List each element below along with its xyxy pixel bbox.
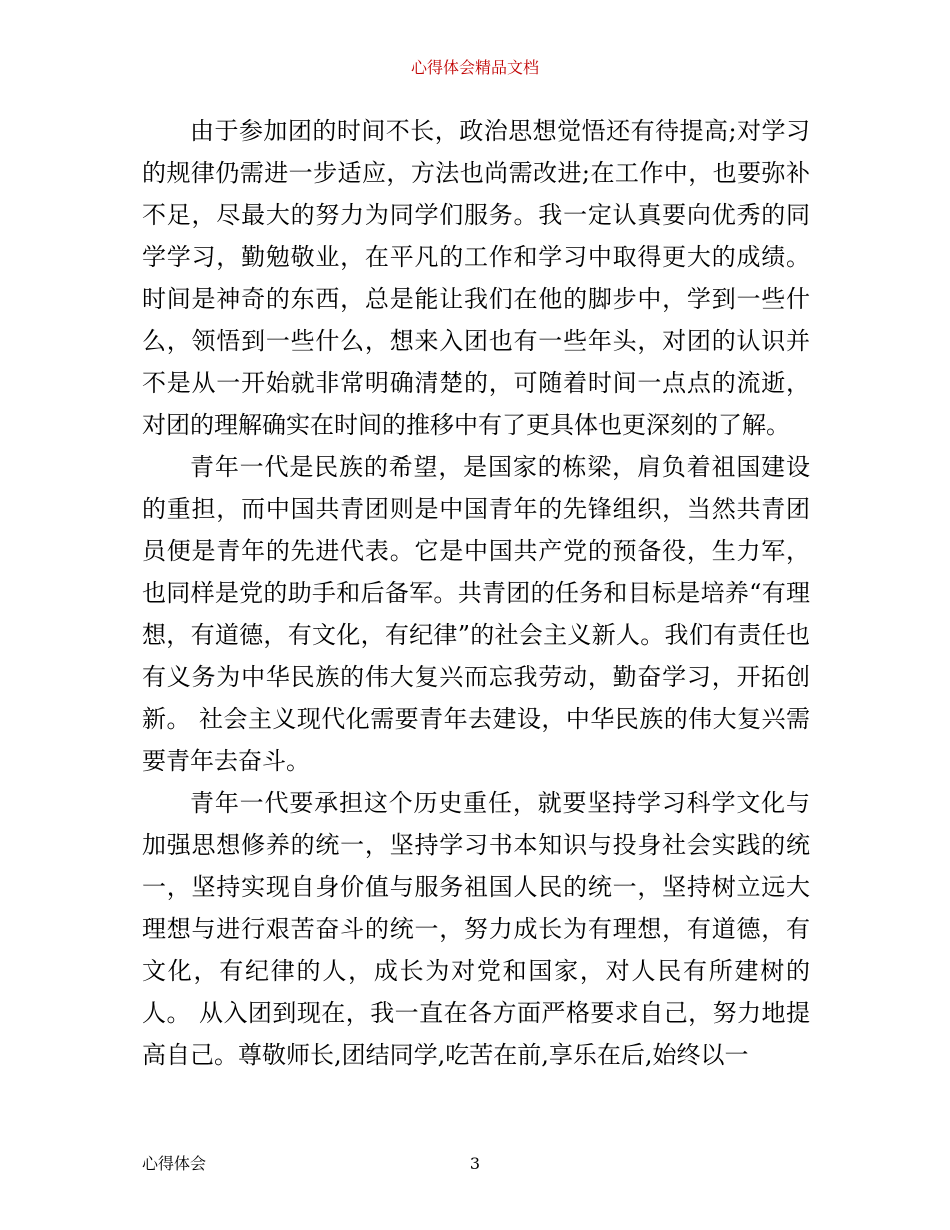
paragraph-2: 青年一代是民族的希望，是国家的栋梁，肩负着祖国建设的重担，而中国共青团则是中国青年的先锋组织，当然共青团员便是青年的先进代表。它是中国共产党的预备役，生力军，也同样是党的助手和后备军。共青团的任务和目标是培养“有理想，有道德，有文化，有纪律”的社会主义新人。我们有责任也有义务为中华民族的伟大复兴而忘我劳动，勤奋学习，开拓创新。 社会主义现代化需要青年去建设，中华民族的伟大复兴需要青年去奋斗。 bbox=[142, 453, 810, 775]
page-number: 3 bbox=[469, 1154, 481, 1173]
paragraph-1: 由于参加团的时间不长，政治思想觉悟还有待提高;对学习的规律仍需进一步适应，方法也尚需改进;在工作中，也要弥补不足，尽最大的努力为同学们服务。我一定认真要向优秀的同学学习，勤勉敬业，在平凡的工作和学习中取得更大的成绩。 时间是神奇的东西，总是能让我们在他的脚步中，学到一些什么，领悟到一些什么，想来入团也有一些年头，对团的认识并不是从一开始就非常明确清楚的，可随着时间一点点的流逝，对团的理解确实在时间的推移中有了更具体也更深刻的了解。 bbox=[142, 117, 810, 439]
document-header: 心得体会精品文档 bbox=[410, 58, 539, 77]
paragraph-3: 青年一代要承担这个历史重任，就要坚持学习科学文化与加强思想修养的统一，坚持学习书本知识与投身社会实践的统一，坚持实现自身价值与服务祖国人民的统一，坚持树立远大理想与进行艰苦奋斗的统一，努力成长为有理想，有道德，有文化，有纪律的人，成长为对党和国家，对人民有所建树的人。 从入团到现在，我一直在各方面严格要求自己，努力地提高自己。尊敬师长,团结同学,吃苦在前,享乐在后,始终以一 bbox=[142, 789, 810, 1069]
footer-label: 心得体会 bbox=[142, 1154, 207, 1173]
document-body bbox=[142, 110, 810, 1076]
